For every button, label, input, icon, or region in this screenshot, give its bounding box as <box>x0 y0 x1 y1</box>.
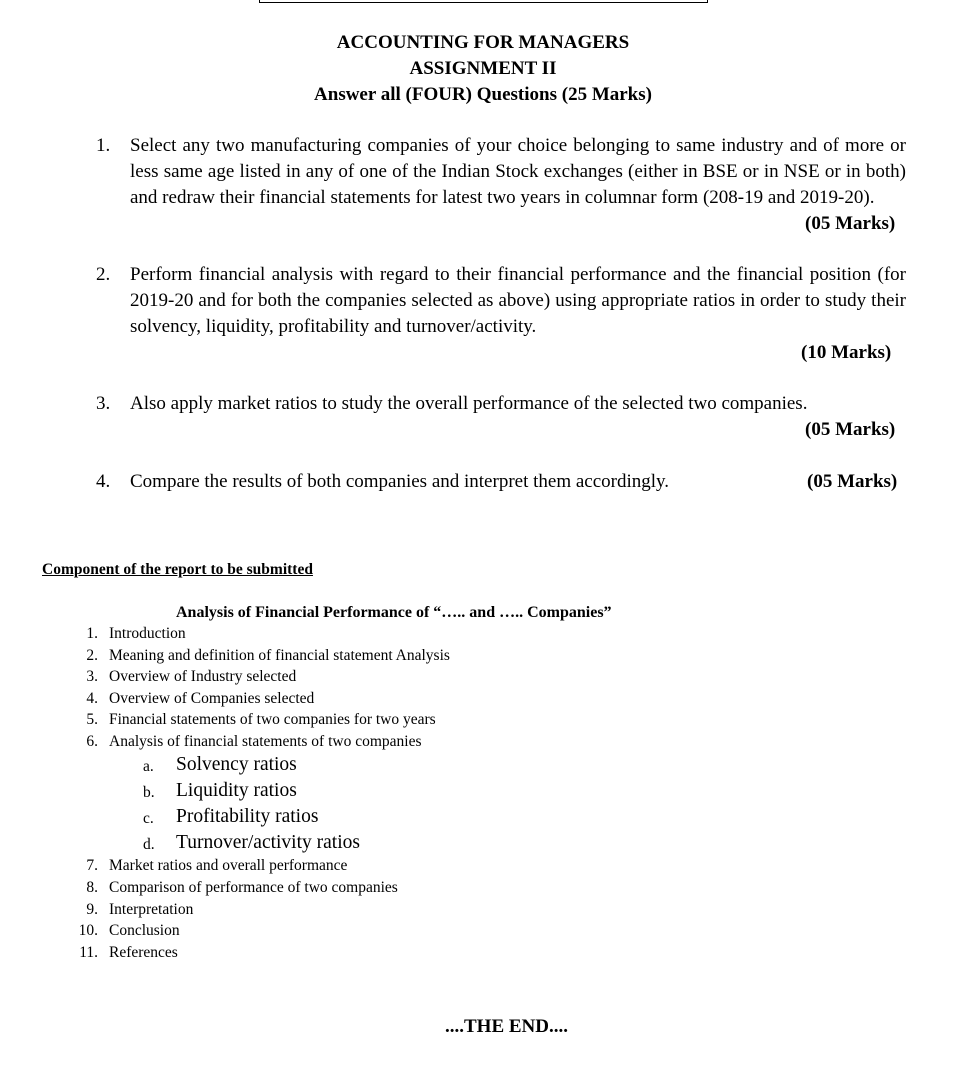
sub-label: Profitability ratios <box>176 806 319 827</box>
sub-list-item <box>143 753 297 777</box>
list-number: 11. <box>79 944 98 961</box>
list-label: Comparison of performance of two companies <box>109 879 398 896</box>
question-number: 3. <box>96 393 111 414</box>
question-4-marks: (05 Marks) <box>807 471 898 492</box>
list-item <box>86 710 436 730</box>
list-label: Financial statements of two companies for two years <box>109 711 436 728</box>
list-item <box>86 856 348 876</box>
instruction-line: Answer all (FOUR) Questions (25 Marks) <box>314 84 652 105</box>
sub-list-item <box>143 831 360 855</box>
sub-label: Turnover/activity ratios <box>176 832 360 853</box>
list-number: 5. <box>86 711 98 728</box>
list-number: 7. <box>86 857 98 874</box>
list-label: Conclusion <box>109 922 180 939</box>
question-1 <box>96 133 906 211</box>
list-number: 8. <box>86 879 98 896</box>
question-4 <box>96 469 906 495</box>
list-number: 10. <box>78 922 98 939</box>
question-3-marks: (05 Marks) <box>805 419 896 440</box>
sub-label: Solvency ratios <box>176 754 297 775</box>
list-number: 3. <box>86 668 98 685</box>
list-number: 9. <box>86 901 98 918</box>
list-label: Introduction <box>109 625 186 642</box>
list-item <box>86 732 422 752</box>
question-3 <box>96 391 906 417</box>
list-label: Interpretation <box>109 901 194 918</box>
list-label: Overview of Companies selected <box>109 690 315 707</box>
question-text: Also apply market ratios to study the overall performance of the selected two companies. <box>130 393 808 414</box>
list-label: References <box>109 944 178 961</box>
list-label: Overview of Industry selected <box>109 668 297 685</box>
question-text: Compare the results of both companies and interpret them accordingly. <box>130 471 670 492</box>
list-number: 4. <box>86 690 98 707</box>
sub-label: Liquidity ratios <box>176 780 297 801</box>
sub-letter: a. <box>143 758 154 775</box>
list-item <box>86 667 297 687</box>
list-label: Market ratios and overall performance <box>109 857 348 874</box>
list-item <box>86 900 194 920</box>
sub-letter: c. <box>143 810 154 827</box>
report-title: Analysis of Financial Performance of “….. and ….. Companies” <box>176 604 612 621</box>
list-item <box>86 646 450 666</box>
course-title: ACCOUNTING FOR MANAGERS <box>336 32 630 53</box>
list-label: Meaning and definition of financial statement Analysis <box>109 647 450 664</box>
list-item <box>86 878 398 898</box>
list-item <box>86 689 315 709</box>
question-2 <box>96 262 906 340</box>
sub-list-item <box>143 779 297 803</box>
question-number: 2. <box>96 264 111 285</box>
sub-letter: d. <box>143 836 155 853</box>
list-item <box>86 624 186 644</box>
list-item <box>78 921 180 941</box>
list-label: Analysis of financial statements of two companies <box>109 733 422 750</box>
sub-list-item <box>143 805 319 829</box>
assignment-title: ASSIGNMENT II <box>409 58 557 79</box>
question-1-marks: (05 Marks) <box>805 213 896 234</box>
list-number: 6. <box>86 733 98 750</box>
question-text: Select any two manufacturing companies of your choice belonging to same industry and of more or less same age listed in any of one of the Indian Stock exchanges (either in BSE or in NSE or in both) and redraw their financial statements for latest two years in columnar form (208-19 and 2019-20). <box>130 135 906 208</box>
question-text: Perform financial analysis with regard to their financial performance and the financial position (for 2019-20 and for both the companies selected as above) using appropriate ratios in order to study their solvency, liquidity, profitability and turnover/activity. <box>130 264 906 337</box>
question-number: 1. <box>96 135 111 156</box>
end-marker: ....THE END.... <box>445 1016 568 1037</box>
list-number: 1. <box>86 625 98 642</box>
sub-letter: b. <box>143 784 155 801</box>
component-heading: Component of the report to be submitted <box>42 561 313 578</box>
list-item <box>79 943 178 963</box>
header-box <box>259 0 708 3</box>
list-number: 2. <box>86 647 98 664</box>
question-number: 4. <box>96 471 111 492</box>
question-2-marks: (10 Marks) <box>801 342 892 363</box>
